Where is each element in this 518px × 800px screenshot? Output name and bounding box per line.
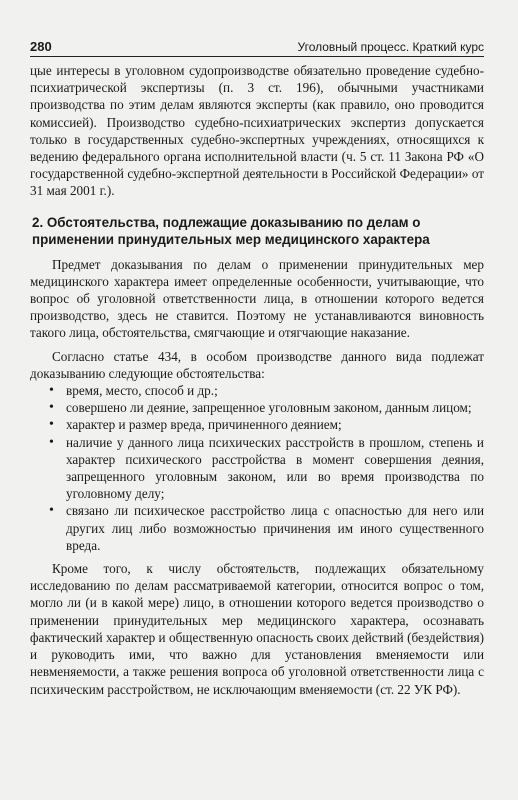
list-item: • характер и размер вреда, причиненного деянием; bbox=[66, 416, 484, 433]
article-paragraph: Согласно статье 434, в особом производстве данного вида подлежат доказыванию следующие обстоятельства: bbox=[30, 348, 484, 381]
section-heading: 2. Обстоятельства, подлежащие доказыванию по делам о применении принудительных мер медицинского характера bbox=[32, 214, 430, 247]
running-header bbox=[30, 34, 484, 57]
list-item: • совершено ли деяние, запрещенное уголовным законом, данным лицом; bbox=[66, 399, 484, 416]
running-title: Уголовный процесс. Краткий курс bbox=[297, 40, 484, 54]
intro-paragraph: цые интересы в уголовном судопроизводстве обязательно проведение судебно-психиатрической экспертизы (п. 3 ст. 196), обычными участниками производства по этим делам являются эксперты (как правило, оно проводится комиссией). Производство судебно-психиатрических экспертиз допускается только в государственных судебно-экспертных учреждениях, относящихся к ведению федерального органа исполнительной власти (ч. 5 ст. 11 Закона РФ «О государственной судебно-экспертной деятельности в Российской Федерации» от 31 мая 2001 г.). bbox=[30, 63, 484, 199]
page-number: 280 bbox=[30, 39, 52, 54]
page-body bbox=[30, 62, 484, 698]
circumstances-list bbox=[30, 382, 484, 554]
list-item: • связано ли психическое расстройство лица с опасностью для него или других лиц либо возможностью причинения им иного существенного вреда. bbox=[66, 502, 484, 554]
final-paragraph: Кроме того, к числу обстоятельств, подлежащих обязательному исследованию по делам рассматриваемой категории, относится вопрос о том, могло ли (и в какой мере) лицо, в отношении которого ведется производство о применении принудительных мер медицинского характера, осознавать фактический характер и общественную опасность своих действий (бездействия) и руководить ими, что важно для установления вменяемости или невменяемости, а также решения вопроса об уголовной ответственности лица с психическим расстройством, не исключающим вменяемости (ст. 22 УК РФ). bbox=[30, 561, 484, 697]
list-item: • время, место, способ и др.; bbox=[66, 382, 484, 399]
list-item: • наличие у данного лица психических расстройств в прошлом, степень и характер психического расстройства в момент совершения деяния, запрещенного уголовным законом, или во время производства по уголовному делу; bbox=[66, 434, 484, 503]
subject-paragraph: Предмет доказывания по делам о применении принудительных мер медицинского характера имеет определенные особенности, учитывающие, что вопрос об уголовной ответственности лица, в отношении которого ведется производство, здесь не ставится. Поэтому не устанавливаются виновность такого лица, обстоятельства, смягчающие и отягчающие наказание. bbox=[30, 256, 484, 341]
